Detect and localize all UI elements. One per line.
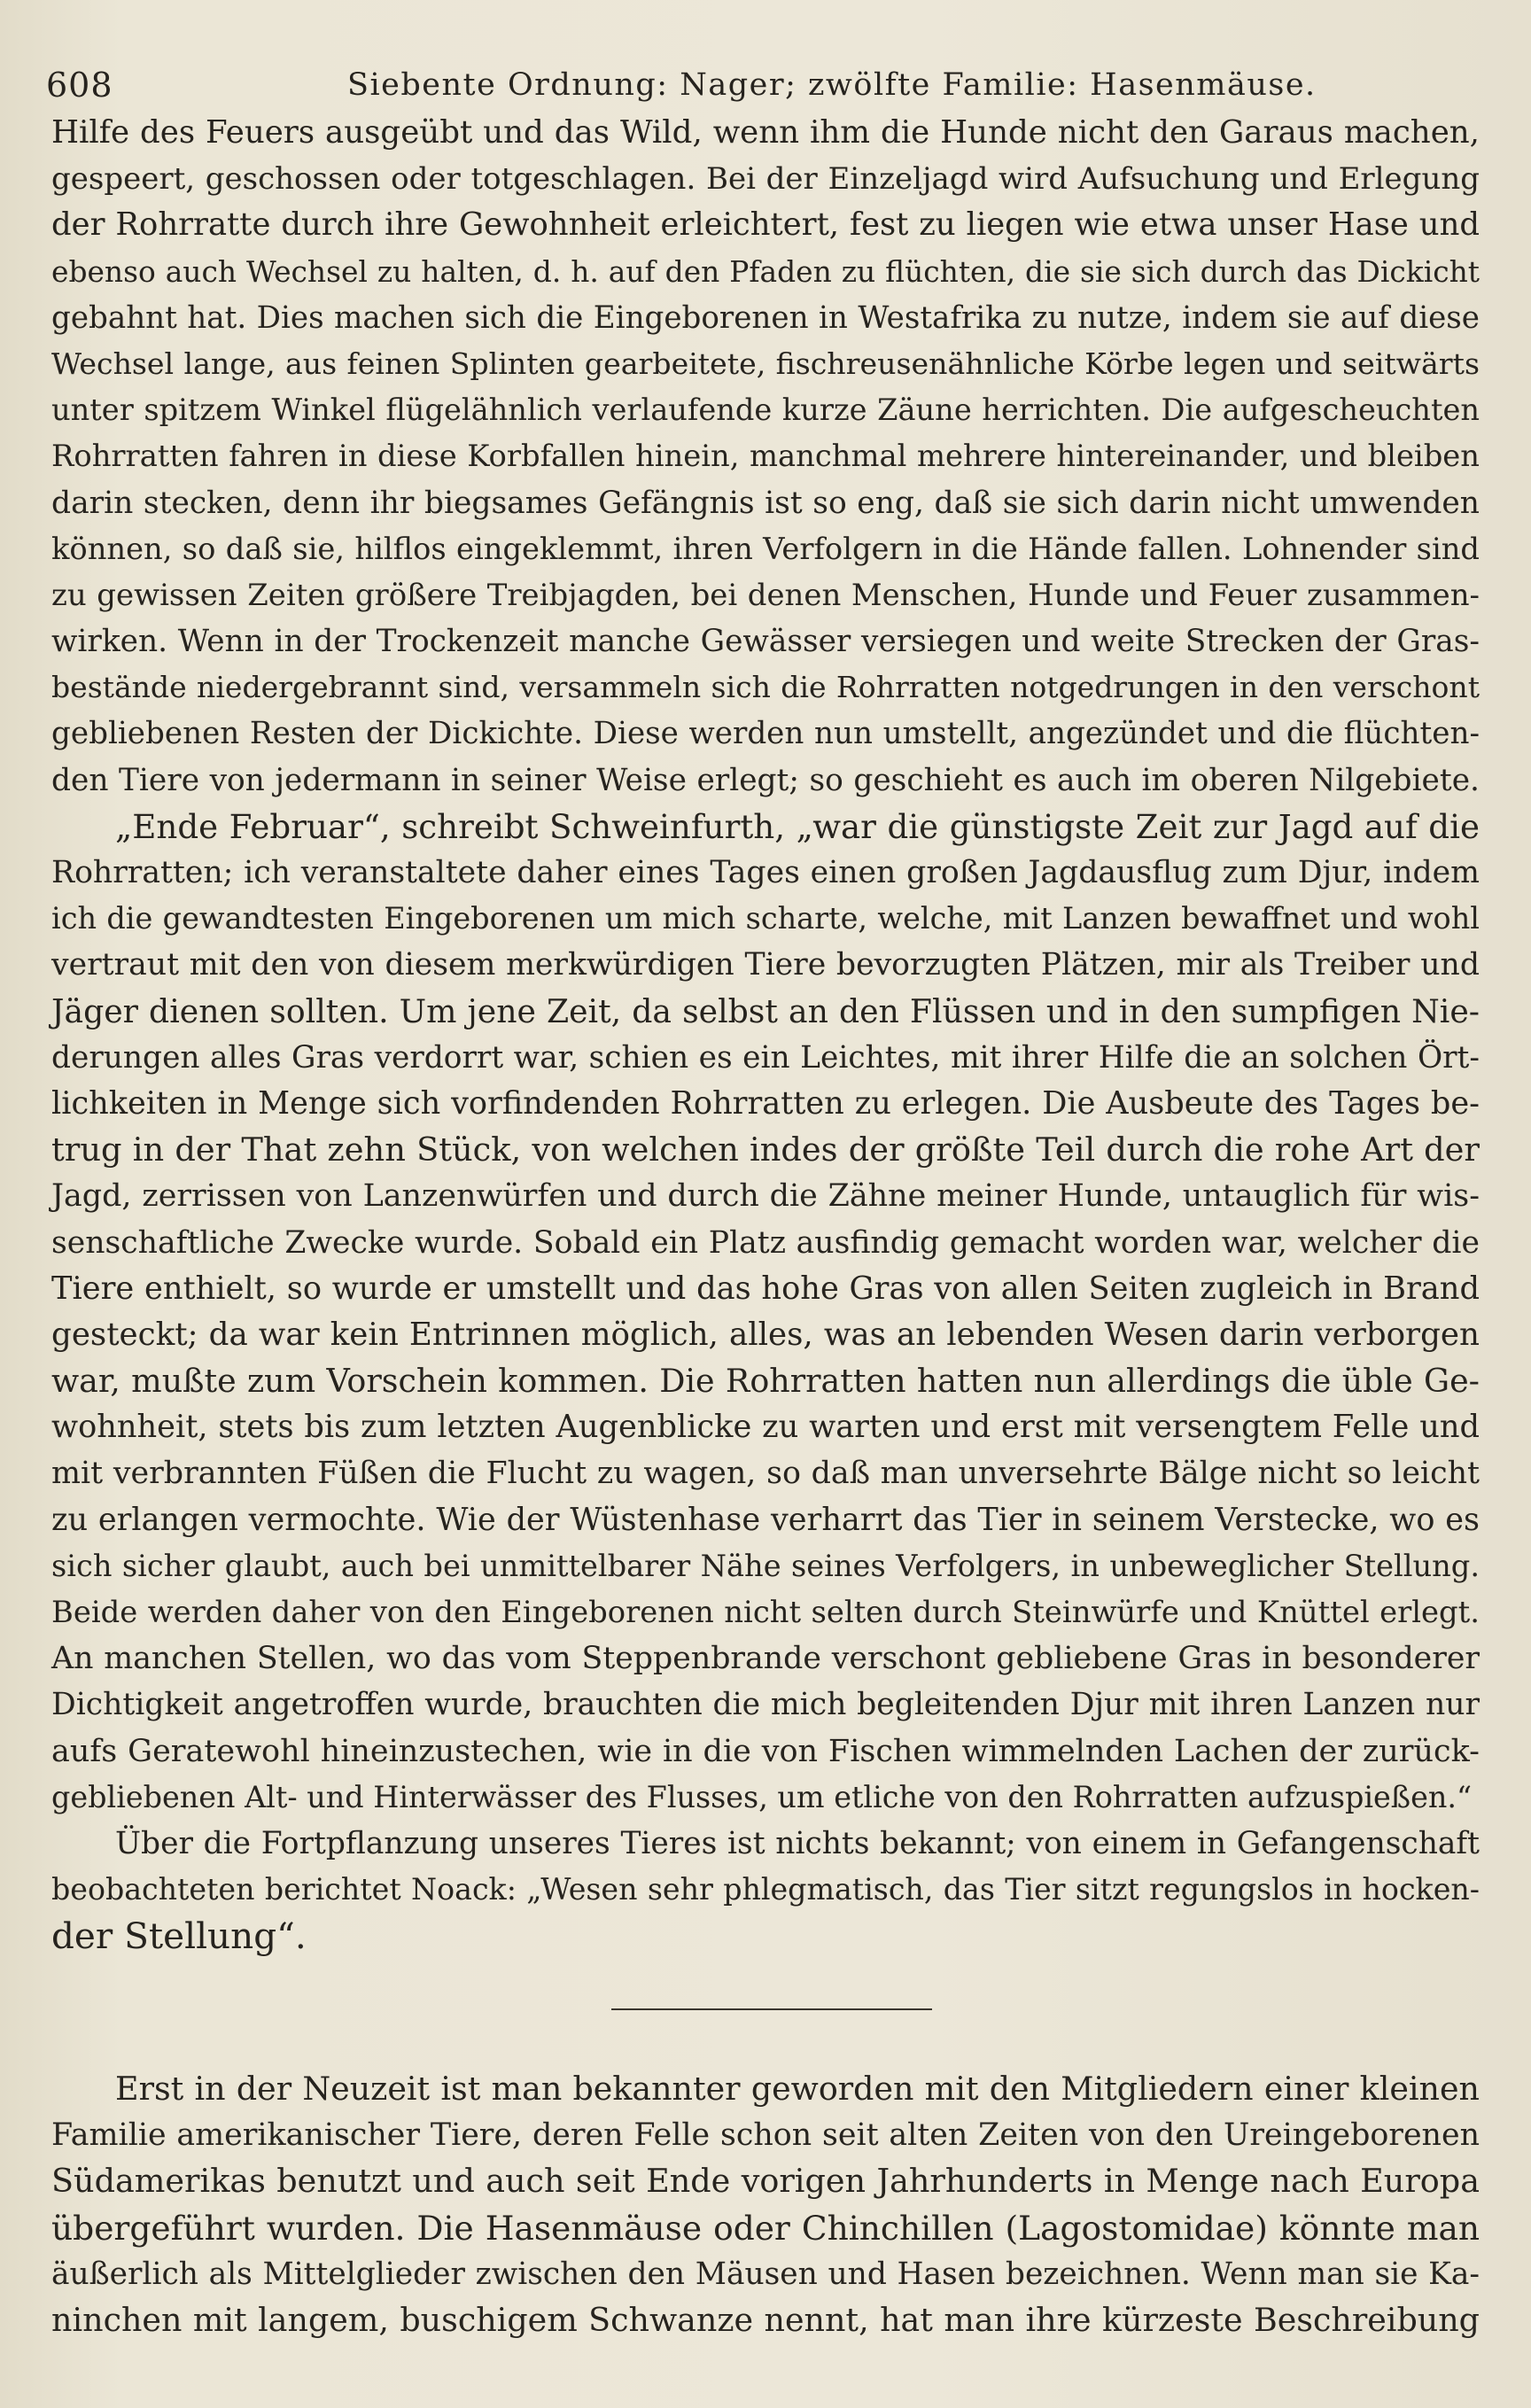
paragraph [51, 1821, 1480, 1960]
text-line: Rohrratten fahren in diese Korbfallen hinein, manchmal mehrere hintereinander, und bleiben [51, 439, 1480, 474]
text-line: wohnheit, stets bis zum letzten Augenblicke zu warten und erst mit versengtem Felle und [51, 1409, 1480, 1446]
text-line: äußerlich als Mittelglieder zwischen den Mäusen und Hasen bezeichnen. Wenn man sie Ka- [51, 2256, 1480, 2292]
text-line: gebliebenen Resten der Dickichte. Diese werden nun umstellt, angezündet und die flüchten- [51, 716, 1480, 752]
text-line: der Rohrratte durch ihre Gewohnheit erleichtert, fest zu liegen wie etwa unser Hase und [51, 206, 1480, 244]
text-line: Jäger dienen sollten. Um jene Zeit, da selbst an den Flüssen und in den sumpfigen Nie- [51, 991, 1480, 1030]
text-line: bestände niedergebrannt sind, versammeln sich die Rohrratten notgedrungen in den verschont [51, 670, 1480, 705]
text-line: ich die gewandtesten Eingeborenen um mich scharte, welche, mit Lanzen bewaffnet und wohl [51, 901, 1480, 936]
text-line: übergeführt wurden. Die Hasenmäuse oder Chinchillen (Lagostomidae) könnte man [51, 2208, 1480, 2248]
paragraph [51, 110, 1480, 804]
text-line: der Stellung“. [51, 1915, 307, 1958]
text-line: ninchen mit langem, buschigem Schwanze nennt, hat man ihre kürzeste Beschreibung [51, 2300, 1480, 2339]
text-line: zu erlangen vermochte. Wie der Wüstenhase verharrt das Tier in seinem Verstecke, wo es [51, 1501, 1480, 1538]
text-line: lichkeiten in Menge sich vorfindenden Rohrratten zu erlegen. Die Ausbeute des Tages be- [51, 1084, 1480, 1122]
text-line: Jagd, zerrissen von Lanzenwürfen und durch die Zähne meiner Hunde, untauglich für wis- [51, 1178, 1480, 1215]
section-divider [611, 2008, 932, 2010]
text-line: sich sicher glaubt, auch bei unmittelbarer Nähe seines Verfolgers, in unbeweglicher Stellung. [51, 1548, 1480, 1583]
page-number: 608 [46, 66, 113, 105]
main-text-block [51, 110, 1480, 1960]
text-line: darin stecken, denn ihr biegsames Gefängnis ist so eng, daß sie sich darin nicht umwenden [51, 485, 1480, 521]
text-line: ebenso auch Wechsel zu halten, d. h. auf den Pfaden zu flüchten, die sie sich durch das Dickicht [51, 253, 1480, 289]
text-line: Erst in der Neuzeit ist man bekannter geworden mit den Mitgliedern einer kleinen [115, 2070, 1480, 2108]
text-line: unter spitzem Winkel flügelähnlich verlaufende kurze Zäune herrichten. Die aufgescheuchten [51, 392, 1480, 428]
text-line: gesteckt; da war kein Entrinnen möglich, alles, was an lebenden Wesen darin verborgen [51, 1316, 1480, 1353]
text-line: Hilfe des Feuers ausgeübt und das Wild, wenn ihm die Hunde nicht den Garaus machen, [51, 114, 1480, 151]
text-line: „Ende Februar“, schreibt Schweinfurth, „war die günstigste Zeit zur Jagd auf die [115, 806, 1480, 846]
text-line: mit verbrannten Füßen die Flucht zu wagen, so daß man unversehrte Bälge nicht so leicht [51, 1456, 1480, 1492]
text-line: den Tiere von jedermann in seiner Weise erlegt; so geschieht es auch im oberen Nilgebiete. [51, 762, 1480, 798]
text-line: derungen alles Gras verdorrt war, schien es ein Leichtes, mit ihrer Hilfe die an solchen Ört- [51, 1039, 1480, 1076]
text-line: beobachteten berichtet Noack: „Wesen sehr phlegmatisch, das Tier sitzt regungslos in hocken- [51, 1872, 1480, 1907]
new-section-text-block [51, 2066, 1480, 2343]
paragraph [51, 804, 1480, 1821]
paragraph [51, 2066, 1480, 2343]
running-title: Siebente Ordnung: Nager; zwölfte Familie: Hasenmäuse. [347, 67, 1317, 103]
text-line: gebahnt hat. Dies machen sich die Eingeborenen in Westafrika zu nutze, indem sie auf diese [51, 299, 1480, 336]
text-line: aufs Geratewohl hineinzustechen, wie in die von Fischen wimmelnden Lachen der zurück- [51, 1733, 1480, 1769]
text-line: Wechsel lange, aus feinen Splinten gearbeitete, fischreusenähnliche Körbe legen und seitwärts [51, 346, 1480, 381]
text-line: Dichtigkeit angetroffen wurde, brauchten die mich begleitenden Djur mit ihren Lanzen nur [51, 1687, 1480, 1723]
text-line: Familie amerikanischer Tiere, deren Felle schon seit alten Zeiten von den Ureingeborenen [51, 2117, 1480, 2154]
text-line: Rohrratten; ich veranstaltete daher eines Tages einen großen Jagdausflug zum Djur, indem [51, 855, 1480, 890]
text-line: zu gewissen Zeiten größere Treibjagden, bei denen Menschen, Hunde und Feuer zusammen- [51, 577, 1480, 612]
page-header [46, 58, 1481, 112]
text-line: gebliebenen Alt- und Hinterwässer des Flusses, um etliche von den Rohrratten aufzuspießen.“ [51, 1779, 1473, 1814]
text-line: wirken. Wenn in der Trockenzeit manche Gewässer versiegen und weite Strecken der Gras- [51, 624, 1480, 660]
text-line: können, so daß sie, hilflos eingeklemmt, ihren Verfolgern in die Hände fallen. Lohnender sind [51, 531, 1480, 566]
text-line: Südamerikas benutzt und auch seit Ende vorigen Jahrhunderts in Menge nach Europa [51, 2162, 1480, 2201]
text-line: gespeert, geschossen oder totgeschlagen. Bei der Einzeljagd wird Aufsuchung und Erlegung [51, 161, 1480, 198]
text-line: Über die Fortpflanzung unseres Tieres ist nichts bekannt; von einem in Gefangenschaft [115, 1825, 1480, 1861]
text-line: senschaftliche Zwecke wurde. Sobald ein Platz ausfindig gemacht worden war, welcher die [51, 1224, 1480, 1261]
text-line: Beide werden daher von den Eingeborenen nicht selten durch Steinwürfe und Knüttel erlegt. [51, 1595, 1480, 1629]
text-line: trug in der That zehn Stück, von welchen indes der größte Teil durch die rohe Art der [51, 1130, 1480, 1169]
text-line: vertraut mit den von diesem merkwürdigen Tiere bevorzugten Plätzen, mir als Treiber und [51, 947, 1480, 983]
text-line: Tiere enthielt, so wurde er umstellt und das hohe Gras von allen Seiten zugleich in Brand [51, 1270, 1480, 1307]
text-line: An manchen Stellen, wo das vom Steppenbrande verschont gebliebene Gras in besonderer [51, 1641, 1480, 1677]
text-line: war, mußte zum Vorschein kommen. Die Rohrratten hatten nun allerdings die üble Ge- [51, 1362, 1480, 1401]
